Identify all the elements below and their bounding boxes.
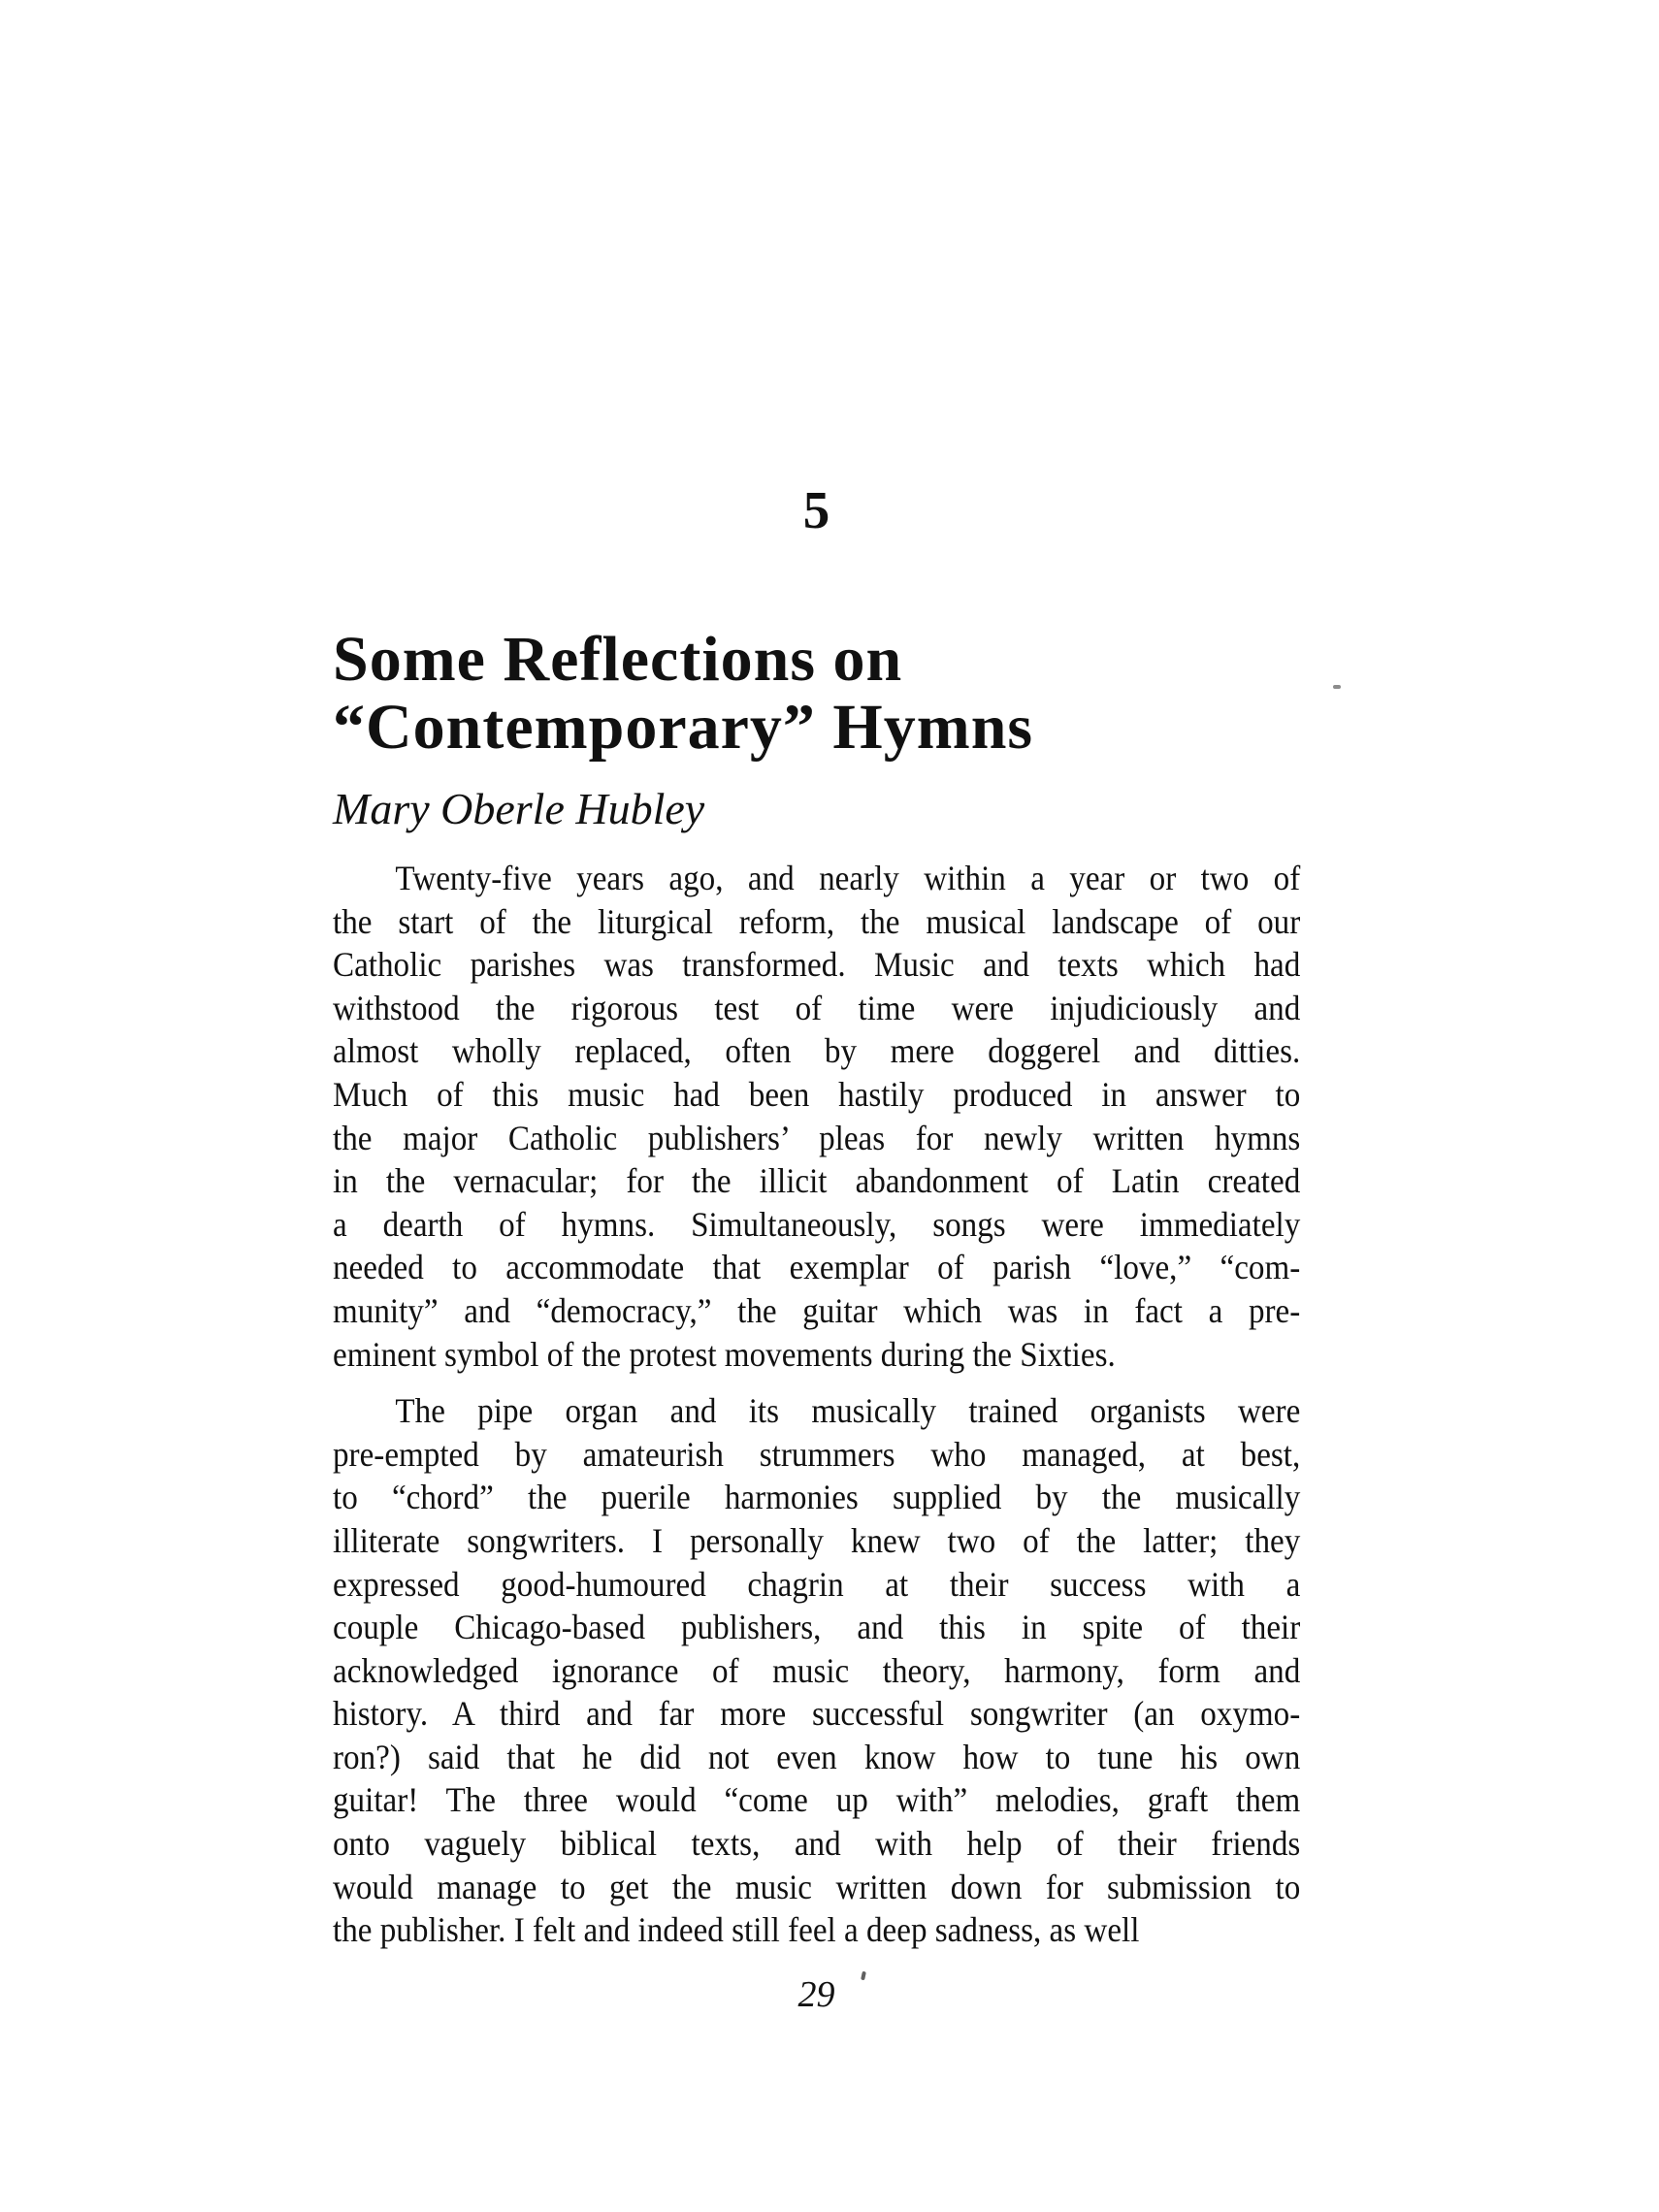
text-line: munity” and “democracy,” the guitar which was in fact a pre- — [333, 1290, 1301, 1330]
text-line: the start of the liturgical reform, the musical landscape of our — [333, 901, 1301, 941]
text-line: acknowledged ignorance of music theory, harmony, form and — [333, 1650, 1301, 1690]
text-line: Much of this music had been hastily produced in answer to — [333, 1074, 1301, 1114]
chapter-title — [333, 626, 1033, 762]
author-name: Mary Oberle Hubley — [333, 784, 705, 833]
text-line: onto vaguely biblical texts, and with help of their friends — [333, 1824, 1301, 1864]
text-line: expressed good-humoured chagrin at their success with a — [333, 1564, 1301, 1604]
text-line: The pipe organ and its musically trained organists were — [395, 1391, 1301, 1431]
text-line: almost wholly replaced, often by mere doggerel and ditties. — [333, 1031, 1301, 1071]
paragraph-1 — [333, 857, 1300, 1376]
scan-artifact-speck — [1333, 685, 1341, 689]
text-line: the publisher. I felt and indeed still feel a deep sadness, as well — [333, 1910, 1140, 1950]
text-line: illiterate songwriters. I personally knew two of the latter; they — [333, 1520, 1301, 1560]
text-line: pre-empted by amateurish strummers who managed, at best, — [333, 1434, 1301, 1474]
chapter-title-line-2: “Contemporary” Hymns — [333, 692, 1034, 763]
body-text — [333, 857, 1300, 1952]
text-line: history. A third and far more successful songwriter (an oxymo- — [333, 1694, 1301, 1734]
text-line: needed to accommodate that exemplar of parish “love,” “com- — [333, 1248, 1301, 1287]
text-line: eminent symbol of the protest movements during the Sixties. — [333, 1334, 1116, 1374]
text-line: couple Chicago-based publishers, and this in spite of their — [333, 1608, 1301, 1647]
text-line: guitar! The three would “come up with” melodies, graft them — [333, 1780, 1301, 1820]
text-line: Catholic parishes was transformed. Music and texts which had — [333, 945, 1301, 985]
text-line: to “chord” the puerile harmonies supplied by the musically — [333, 1478, 1301, 1517]
text-line: in the vernacular; for the illicit abandonment of Latin created — [333, 1161, 1301, 1201]
paragraph-2 — [333, 1389, 1300, 1952]
page-number: 29 — [797, 1974, 835, 2015]
chapter-title-line-1: Some Reflections on — [333, 624, 903, 695]
text-line: the major Catholic publishers’ pleas for newly written hymns — [333, 1118, 1301, 1157]
text-line: ron?) said that he did not even know how to tune his own — [333, 1737, 1301, 1776]
text-line: a dearth of hymns. Simultaneously, songs were immediately — [333, 1204, 1301, 1244]
text-line: would manage to get the music written down for submission to — [333, 1867, 1301, 1906]
chapter-number: 5 — [802, 480, 830, 539]
text-line: withstood the rigorous test of time were injudiciously and — [333, 988, 1301, 1027]
text-line: Twenty-five years ago, and nearly within a year or two of — [395, 859, 1301, 897]
